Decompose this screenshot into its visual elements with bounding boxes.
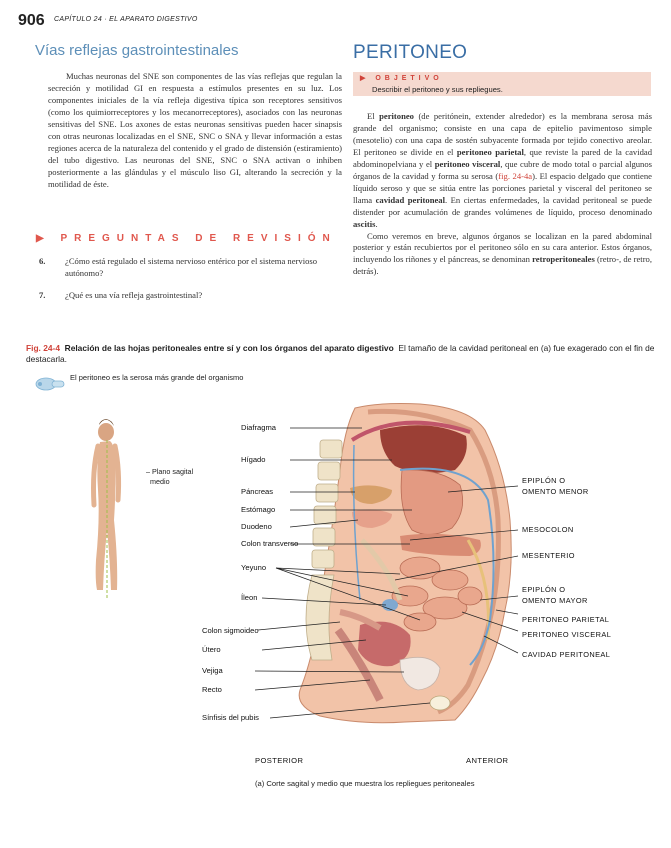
label-recto: Recto — [202, 685, 222, 694]
paragraph: Muchas neuronas del SNE son componentes de las vías reflejas que regulan la secreción y motilidad GI en respuesta a estímulos presentes en su luz. Los componentes iniciales de la vía refleja digestiva típica son receptores sensitivos (como los quimiorreceptores y los mecanorreceptores), asociados con las neuronas sensitivas del SNE. Los axones de estas neuronas sensitivas pueden hacer sinapsis con otras neuronas localizadas en el SNE, SNC o SNA y llevar información a estas regiones acerca de la naturaleza del contenido y el grado de distensión (estiramiento) del tubo digestivo. Las neuronas del SNE, SNC o SNA activan o inhiben posteriormente a las glándulas y el músculo liso GI, alterando la secreción y la motilidad de éste. — [48, 71, 342, 190]
figure-title: Relación de las hojas peritoneales entre sí y con los órganos del aparato digestivo — [64, 343, 394, 353]
review-question — [39, 289, 342, 301]
label-diafragma: Diafragma — [241, 423, 277, 432]
label-estomago: Estómago — [241, 505, 276, 514]
label-duodeno: Duodeno — [241, 522, 272, 531]
figure-reference-link[interactable]: fig. 24-4a — [498, 170, 533, 181]
label-mesocolon: MESOCOLON — [522, 525, 574, 534]
paragraph: El peritoneo (de peritónein, extender alrededor) es la membrana serosa más grande del organismo; consiste en una capa de epitelio pavimentoso simple (mesotelio) con una capa de sostén subyacente formada por tejido conectivo areolar. El peritoneo se divide en el peritoneo parietal, que reviste la pared de la cavidad abdominopelviana y el peritoneo visceral, que cubre de modo total o parcial algunos órganos de la cavidad y forma su serosa (fig. 24-4a). El espacio delgado que contiene líquido seroso y que se sitúa entre las porciones parietal y visceral del peritoneo se llama cavidad peritoneal. En ciertas enfermedades, la cavidad peritoneal se puede distender por acumulación de grandes volúmenes de líquido, proceso denominado ascitis. — [353, 111, 652, 229]
question-number: 6. — [39, 256, 46, 266]
label-epiplon-menor-2: OMENTO MENOR — [522, 487, 589, 496]
label-epiplon-menor-1: EPIPLÓN O — [522, 476, 566, 485]
label-epiplon-mayor-1: EPIPLÓN O — [522, 585, 566, 594]
plane-label: medio — [150, 477, 170, 486]
left-body-text — [48, 70, 342, 190]
objective-text: Describir el peritoneo y sus repliegues. — [372, 85, 503, 94]
figure-caption-text: El tamaño de la cavidad peritoneal en (a) fue exagerado con el fin de destacarla. — [26, 343, 655, 364]
label-peritoneo-parietal: PERITONEO PARIETAL — [522, 615, 610, 624]
label-colon-transverso: Colon transverso — [241, 539, 299, 548]
peritoneum-sagital-illustration — [0, 380, 671, 800]
sagittal-torso — [299, 404, 511, 723]
label-utero: Útero — [202, 645, 221, 654]
question-text: ¿Cómo está regulado el sistema nervioso entérico por el sistema nervioso autónomo? — [65, 256, 318, 278]
figure-subcaption: (a) Corte sagital y medio que muestra los repliegues peritoneales — [255, 779, 475, 788]
label-colon-sigmoideo: Colon sigmoideo — [202, 626, 259, 635]
figure-caption — [26, 343, 661, 365]
figure-number: Fig. 24-4 — [26, 343, 60, 353]
label-ileon: Íleon — [241, 593, 258, 602]
key-concept-text: El peritoneo es la serosa más grande del organismo — [70, 373, 244, 382]
objective-label: ▶ OBJETIVO — [360, 75, 443, 82]
human-body-thumbnail — [94, 419, 119, 600]
label-vejiga: Vejiga — [202, 666, 223, 675]
label-pancreas: Páncreas — [241, 487, 274, 496]
plane-label: – Plano sagital — [146, 467, 194, 476]
question-number: 7. — [39, 290, 46, 300]
review-questions-heading: ▶ PREGUNTAS DE REVISIÓN — [36, 233, 337, 244]
paragraph: Como veremos en breve, algunos órganos se localizan en la pared abdominal posterior y están recubiertos por el peritoneo sólo en su cara anterior. Estos órganos, incluyendo los riñones y el páncreas, se denominan retroperitoneales (retro-, de retro, detrás). — [353, 230, 652, 277]
section-title-peritoneum: PERITONEO — [353, 42, 468, 63]
page-number: 906 — [18, 12, 45, 29]
label-posterior: POSTERIOR — [255, 756, 304, 765]
right-body-text — [353, 111, 652, 278]
label-mesenterio: MESENTERIO — [522, 551, 575, 560]
chapter-header: CAPÍTULO 24 · EL APARATO DIGESTIVO — [54, 16, 198, 23]
question-text: ¿Qué es una vía refleja gastrointestinal? — [65, 290, 203, 300]
review-question — [39, 255, 342, 279]
label-anterior: ANTERIOR — [466, 756, 509, 765]
label-peritoneo-visceral: PERITONEO VISCERAL — [522, 630, 612, 639]
label-epiplon-mayor-2: OMENTO MAYOR — [522, 596, 588, 605]
label-sinfisis-pubis: Sínfisis del pubis — [202, 713, 259, 722]
label-higado: Hígado — [241, 455, 266, 464]
label-yeyuno: Yeyuno — [241, 563, 267, 572]
label-cavidad-peritoneal: CAVIDAD PERITONEAL — [522, 650, 611, 659]
section-title-reflex-pathways: Vías reflejas gastrointestinales — [35, 42, 239, 59]
